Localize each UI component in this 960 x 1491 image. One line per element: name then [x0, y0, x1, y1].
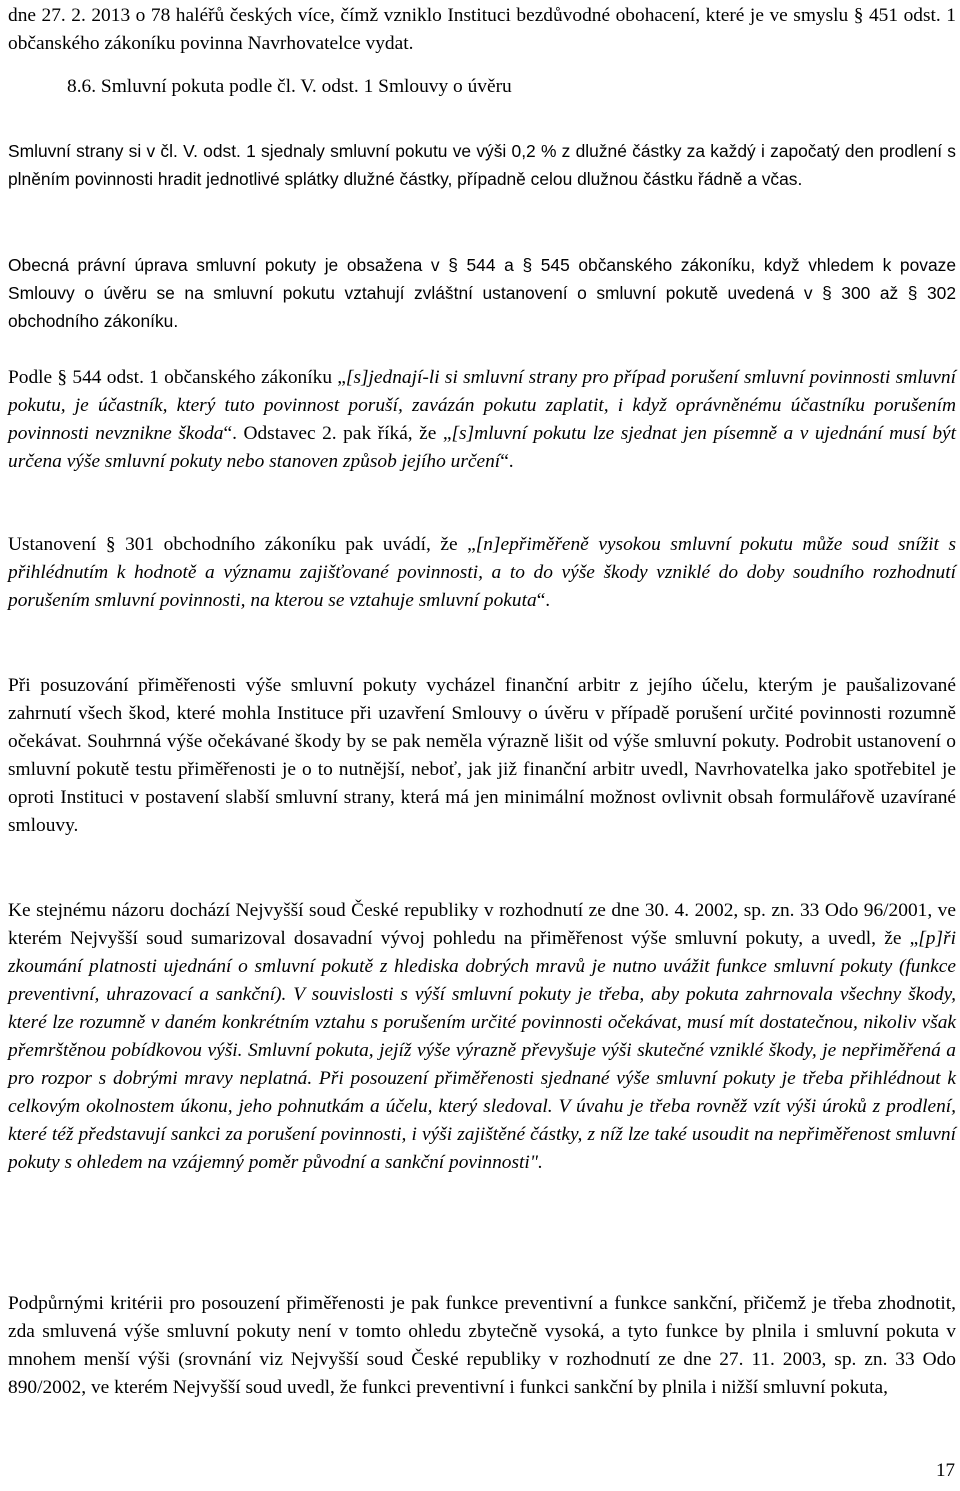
- paragraph-supporting-criteria: Podpůrnými kritérii pro posouzení přiměřenosti je pak funkce preventivní a funkce sankční, přičemž je třeba zhodnotit, zda smluvená výše smluvní pokuty není v tomto ohledu zbytečně vysoká, a tyto funkce by plnila i smluvní pokuta v mnohem menší výši (srovnání viz Nejvyšší soud České republiky v rozhodnutí ze dne 27. 11. 2003, sp. zn. 33 Odo 890/2002, ve kterém Nejvyšší soud uvedl, že funkci preventivní i funkci sankční by plnila i nižší smluvní pokuta,: [8, 1293, 956, 1398]
- quote-run: [n]epřiměřeně vysokou smluvní pokutu může soud snížit s přihlédnutím k hodnotě a významu zajišťované povinnosti, a to do výše škody vzniklé do doby soudního rozhodnutí porušením smluvní povinnosti, na kterou se vztahuje smluvní pokuta: [8, 534, 957, 611]
- paragraph-legal-basis: Obecná právní úprava smluvní pokuty je obsažena v § 544 a § 545 občanského zákoníku, když vhledem k povaze Smlouvy o úvěru se na smluvní pokutu vztahují zvláštní ustanovení o smluvní pokutě uvedená v § 300 až § 302 obchodního zákoníku.: [8, 255, 956, 331]
- paragraph-supreme-court-2002: [8, 897, 956, 1177]
- page-number: 17: [936, 1460, 955, 1481]
- text-run: “. Odstavec 2. pak říká, že „: [223, 423, 452, 444]
- text-run: “.: [500, 451, 514, 472]
- text-run: Podle § 544 odst. 1 občanského zákoníku „: [8, 367, 346, 388]
- paragraph-civil-code-544: [8, 364, 956, 476]
- quote-run: [s]mluvní pokutu lze sjednat jen písemně a v ujednání musí být určena výše smluvní pokuty nebo stanoven způsob jejího určení: [8, 423, 957, 472]
- paragraph-contract-penalty: Smluvní strany si v čl. V. odst. 1 sjednaly smluvní pokutu ve výši 0,2 % z dlužné částky za každý i započatý den prodlení s plněním povinnosti hradit jednotlivé splátky dlužné částky, případně celou dlužnou částku řádně a včas.: [8, 141, 956, 189]
- quote-run: [s]jednají-li si smluvní strany pro případ porušení smluvní povinnosti smluvní pokutu, je účastník, který tuto povinnost poruší, zavázán pokutu zaplatit, i když oprávněnému účastníku porušením povinnosti nevznikne škoda: [8, 367, 956, 444]
- text-run: Ustanovení § 301 obchodního zákoníku pak uvádí, že „: [8, 534, 476, 555]
- paragraph-commercial-code-301: [8, 531, 956, 615]
- section-heading: 8.6. Smluvní pokuta podle čl. V. odst. 1 Smlouvy o úvěru: [67, 76, 512, 97]
- intro-paragraph: dne 27. 2. 2013 o 78 haléřů českých více, čímž vzniklo Instituci bezdůvodné obohacení, které je ve smyslu § 451 odst. 1 občanského zákoníku povinna Navrhovatelce vydat.: [8, 5, 956, 54]
- quote-run: [p]ři zkoumání platnosti ujednání o smluvní pokutě z hlediska dobrých mravů je nutno uvážit funkce smluvní pokuty (funkce preventivní, uhrazovací a sankční). V souvislosti s výší smluvní pokuty je třeba, aby pokuta zahrnovala všechny škody, které lze rozumně v daném konkrétním vztahu s porušením určité povinnosti očekávat, musí mít dostatečnou, nikoliv však přemrštěnou pobídkovou výši. Smluvní pokuta, jejíž výše výrazně převyšuje výši skutečné vzniklé škody, je nepřiměřená a pro rozpor s dobrými mravy neplatná. Při posouzení přiměřenosti sjednané výše smluvní pokuty je třeba přihlédnout k celkovým okolnostem úkonu, jeho pohnutkám a účelu, který sledoval. V úvahu je třeba rovněž vzít výši úroků z prodlení, které též představují sankci za porušení povinnosti, i výši zajištěné částky, z níž lze také usoudit na nepřiměřenost smluvní pokuty s ohledem na vzájemný poměr původní a sankční povinnosti".: [8, 928, 956, 1173]
- text-run: Ke stejnému názoru dochází Nejvyšší soud České republiky v rozhodnutí ze dne 30. 4. 2002, sp. zn. 33 Odo 96/2001, ve kterém Nejvyšší soud sumarizoval dosavadní vývoj pohledu na přiměřenost výše smluvní pokuty, a uvedl, že „: [8, 900, 956, 949]
- paragraph-arbiter-assessment: Při posuzování přiměřenosti výše smluvní pokuty vycházel finanční arbitr z jejího účelu, kterým je paušalizované zahrnutí všech škod, které mohla Instituce při uzavření Smlouvy o úvěru v případě porušení určité povinnosti rozumně očekávat. Souhrnná výše očekávané škody by se pak neměla výrazně lišit od výše smluvní pokuty. Podrobit ustanovení o smluvní pokutě testu přiměřenosti je o to nutnější, neboť, jak již finanční arbitr uvedl, Navrhovatelka jako spotřebitel je oproti Instituci v postavení slabší smluvní strany, která má jen minimální možnost ovlivnit obsah formulářově uzavírané smlouvy.: [8, 675, 956, 836]
- text-run: “.: [536, 590, 551, 611]
